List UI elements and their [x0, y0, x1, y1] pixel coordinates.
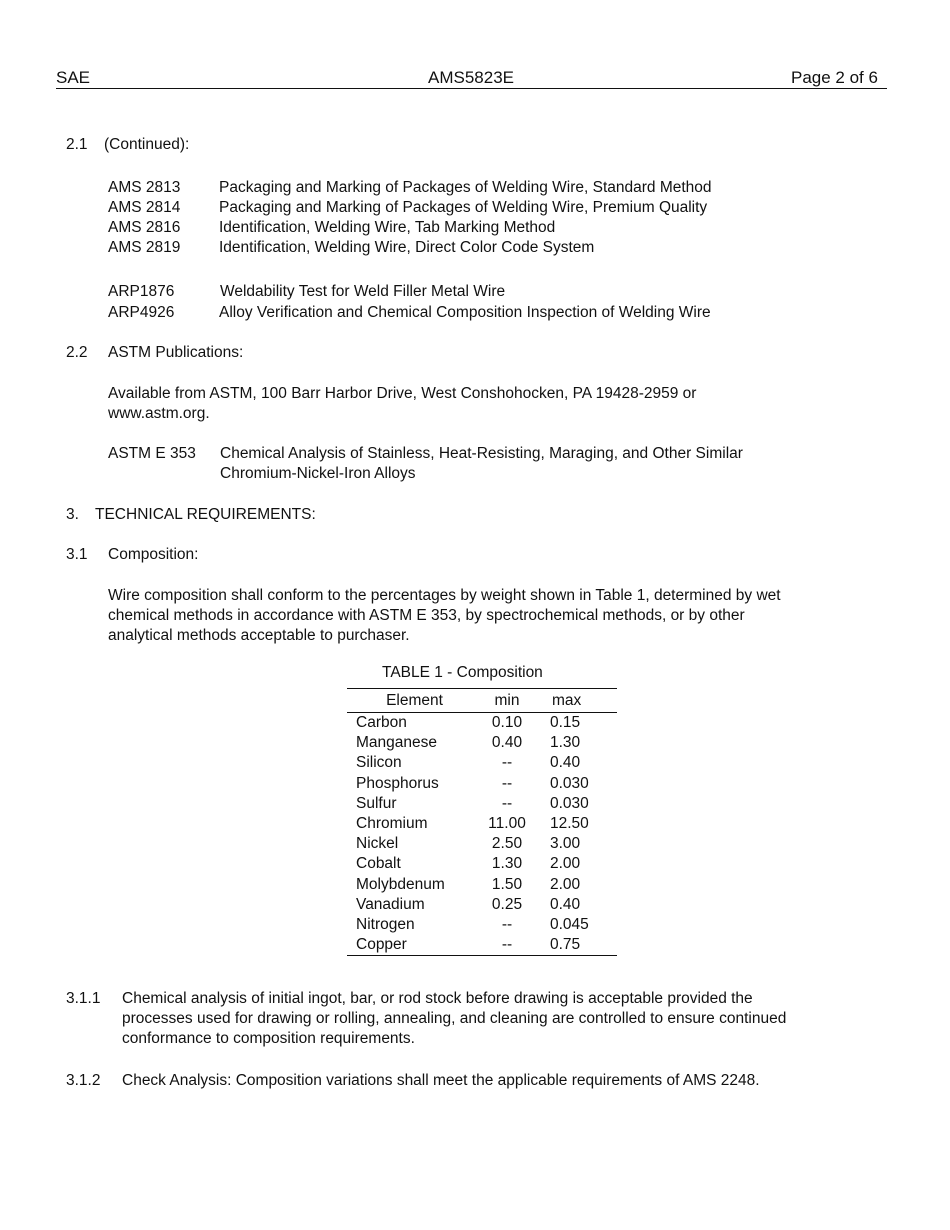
section-3-1-1-number: 3.1.1	[66, 990, 101, 1007]
table-row	[347, 915, 617, 935]
astm-ref-title-cont: Chromium-Nickel-Iron Alloys	[220, 465, 416, 482]
element-cell: Silicon	[356, 754, 402, 772]
min-cell: --	[501, 794, 513, 812]
min-cell: --	[482, 935, 532, 956]
table-header-row	[347, 689, 617, 713]
ref-title: Packaging and Marking of Packages of Welding Wire, Standard Method	[219, 179, 712, 196]
section-3-1-2-text: Check Analysis: Composition variations shall meet the applicable requirements of AMS 2248.	[122, 1072, 760, 1089]
min-cell: 0.40	[491, 734, 523, 752]
element-cell: Molybdenum	[356, 875, 445, 893]
ref-code: AMS 2816	[108, 219, 181, 236]
astm-ref-code: ASTM E 353	[108, 445, 196, 462]
table-row	[347, 895, 617, 915]
column-header-max: max	[532, 689, 617, 713]
element-cell: Sulfur	[356, 794, 397, 812]
section-2-2-number: 2.2	[66, 344, 88, 361]
max-cell: 1.30	[550, 734, 581, 752]
min-cell: 0.25	[491, 895, 523, 913]
section-3-title: TECHNICAL REQUIREMENTS:	[95, 506, 316, 523]
astm-availability-line: Available from ASTM, 100 Barr Harbor Drive, West Conshohocken, PA 19428-2959 or	[108, 385, 697, 402]
table-row	[347, 834, 617, 854]
table-caption: TABLE 1 - Composition	[382, 664, 543, 681]
ref-code: AMS 2819	[108, 239, 181, 256]
min-cell: 1.50	[491, 875, 523, 893]
composition-text-line: Wire composition shall conform to the percentages by weight shown in Table 1, determined by wet	[108, 587, 781, 604]
ref-code: ARP1876	[108, 283, 175, 300]
section-2-2-title: ASTM Publications:	[108, 344, 244, 361]
element-cell: Carbon	[356, 714, 407, 732]
min-cell: --	[501, 774, 513, 792]
section-3-1-number: 3.1	[66, 546, 88, 563]
max-cell: 0.40	[550, 754, 581, 772]
element-cell: Nickel	[356, 835, 399, 853]
astm-ref-title: Chemical Analysis of Stainless, Heat-Resisting, Maraging, and Other Similar	[220, 445, 743, 462]
table-row	[347, 774, 617, 794]
element-cell: Phosphorus	[356, 774, 439, 792]
max-cell: 0.75	[532, 935, 617, 956]
max-cell: 0.045	[550, 915, 589, 933]
table-row	[347, 713, 617, 734]
max-cell: 3.00	[550, 835, 581, 853]
astm-availability-url: www.astm.org.	[108, 405, 210, 422]
table-row	[347, 733, 617, 753]
element-cell: Vanadium	[356, 895, 425, 913]
ref-title: Weldability Test for Weld Filler Metal Wire	[220, 283, 506, 300]
section-2-1-title: (Continued):	[104, 136, 190, 153]
header-left: SAE	[56, 68, 91, 87]
section-3-1-1-text: Chemical analysis of initial ingot, bar, or rod stock before drawing is acceptable provided the	[122, 990, 753, 1007]
table-row	[347, 753, 617, 773]
header-page-number: Page 2 of 6	[791, 68, 878, 87]
column-header-element: Element	[347, 689, 482, 713]
element-cell: Manganese	[356, 734, 438, 752]
section-3-number: 3.	[66, 506, 79, 523]
composition-text-line: analytical methods acceptable to purchaser.	[108, 627, 410, 644]
min-cell: 1.30	[491, 855, 523, 873]
ref-title: Packaging and Marking of Packages of Welding Wire, Premium Quality	[219, 199, 708, 216]
min-cell: 0.10	[491, 714, 523, 732]
ref-title: Identification, Welding Wire, Tab Marking Method	[219, 219, 556, 236]
element-cell: Nitrogen	[356, 915, 415, 933]
header-doc-number: AMS5823E	[428, 68, 514, 87]
ref-code: ARP4926	[108, 304, 175, 321]
element-cell: Cobalt	[356, 855, 401, 873]
max-cell: 12.50	[550, 815, 589, 833]
table-row	[347, 875, 617, 895]
max-cell: 0.030	[550, 794, 589, 812]
ref-title: Identification, Welding Wire, Direct Color Code System	[219, 239, 595, 256]
max-cell: 0.40	[550, 895, 581, 913]
min-cell: --	[501, 754, 513, 772]
min-cell: --	[501, 915, 513, 933]
header-rule	[56, 88, 887, 89]
ref-code: AMS 2813	[108, 179, 181, 196]
composition-text-line: chemical methods in accordance with ASTM E 353, by spectrochemical methods, or by other	[108, 607, 745, 624]
element-cell: Chromium	[356, 815, 428, 833]
min-cell: 2.50	[491, 835, 523, 853]
section-3-1-2-number: 3.1.2	[66, 1072, 101, 1089]
table-row	[347, 814, 617, 834]
min-cell: 11.00	[488, 815, 526, 833]
table-row	[347, 854, 617, 874]
ref-title: Alloy Verification and Chemical Composition Inspection of Welding Wire	[219, 304, 711, 321]
section-2-1-number: 2.1	[66, 136, 88, 153]
column-header-min: min	[482, 689, 532, 713]
section-3-1-1-text-cont: conformance to composition requirements.	[122, 1030, 415, 1047]
element-cell: Copper	[347, 935, 482, 956]
table-row	[347, 935, 617, 956]
max-cell: 2.00	[550, 875, 581, 893]
table-row	[347, 794, 617, 814]
max-cell: 0.030	[550, 774, 589, 792]
max-cell: 2.00	[550, 855, 581, 873]
max-cell: 0.15	[550, 714, 581, 732]
section-3-1-title: Composition:	[108, 546, 199, 563]
ref-code: AMS 2814	[108, 199, 181, 216]
section-3-1-1-text-cont: processes used for drawing or rolling, annealing, and cleaning are controlled to ensure continued	[122, 1010, 787, 1027]
composition-table	[347, 688, 617, 956]
